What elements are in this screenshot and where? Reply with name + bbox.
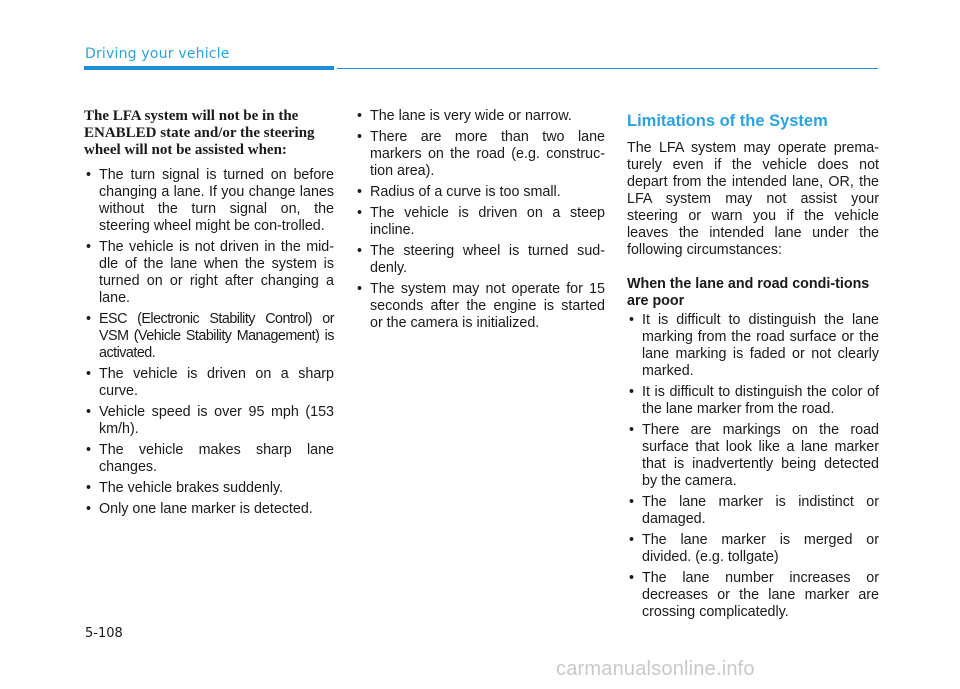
- limitations-intro: The LFA system may operate prema-turely even if the vehicle does not depart from the intended lane, OR, the LFA system may not assist your steering or warn you if the vehicle leaves the intended lane under the following circumstances:: [627, 140, 879, 258]
- conditions-list-continued: [355, 108, 605, 332]
- page-number: 5-108: [85, 626, 123, 641]
- list-item: • The lane marker is merged or divided. (e.g. tollgate): [627, 532, 879, 566]
- header-accent-bar: [84, 66, 334, 70]
- list-item: • Radius of a curve is too small.: [355, 184, 605, 201]
- list-item: • Vehicle speed is over 95 mph (153 km/h).: [84, 404, 334, 438]
- list-item: • ESC (Electronic Stability Control) or VSM (Vehicle Stability Management) is activated.: [84, 311, 334, 362]
- column-left: [84, 108, 334, 522]
- list-item: • It is difficult to distinguish the color of the lane marker from the road.: [627, 384, 879, 418]
- list-item: • The system may not operate for 15 seconds after the engine is started or the camera is initialized.: [355, 281, 605, 332]
- list-item: • The vehicle makes sharp lane changes.: [84, 442, 334, 476]
- column-middle: [355, 108, 605, 336]
- road-conditions-subheading: When the lane and road condi-tions are poor: [627, 276, 870, 309]
- list-item: • It is difficult to distinguish the lane marking from the road surface or the lane marking is faded or not clearly marked.: [627, 312, 879, 380]
- conditions-heading: The LFA system will not be in the ENABLED state and/or the steering wheel will not be assisted when:: [84, 108, 315, 158]
- list-item: • The steering wheel is turned sud-denly.: [355, 243, 605, 277]
- road-conditions-list: [627, 312, 879, 621]
- list-item: • The lane is very wide or narrow.: [355, 108, 605, 125]
- list-item: • The vehicle is driven on a sharp curve.: [84, 366, 334, 400]
- limitations-title: Limitations of the System: [627, 112, 828, 130]
- list-item: • There are markings on the road surface that look like a lane marker that is inadvertently being detected by the camera.: [627, 422, 879, 490]
- list-item: • The vehicle brakes suddenly.: [84, 480, 334, 497]
- list-item: • There are more than two lane markers on the road (e.g. construc-tion area).: [355, 129, 605, 180]
- watermark-link[interactable]: carmanualsonline.info: [556, 658, 755, 680]
- list-item: • The lane number increases or decreases or the lane marker are crossing complicatedly.: [627, 570, 879, 621]
- section-header-label: Driving your vehicle: [85, 46, 230, 62]
- list-item: • The lane marker is indistinct or damaged.: [627, 494, 879, 528]
- list-item: • The turn signal is turned on before changing a lane. If you change lanes without the turn signal on, the steering wheel might be con-trolled.: [84, 167, 334, 235]
- list-item: • The vehicle is not driven in the mid-dle of the lane when the system is turned on or right after changing a lane.: [84, 239, 334, 307]
- list-item: • Only one lane marker is detected.: [84, 501, 334, 518]
- column-right: [627, 108, 879, 625]
- list-item: • The vehicle is driven on a steep incline.: [355, 205, 605, 239]
- header-rule: [337, 68, 878, 69]
- conditions-list: [84, 167, 334, 518]
